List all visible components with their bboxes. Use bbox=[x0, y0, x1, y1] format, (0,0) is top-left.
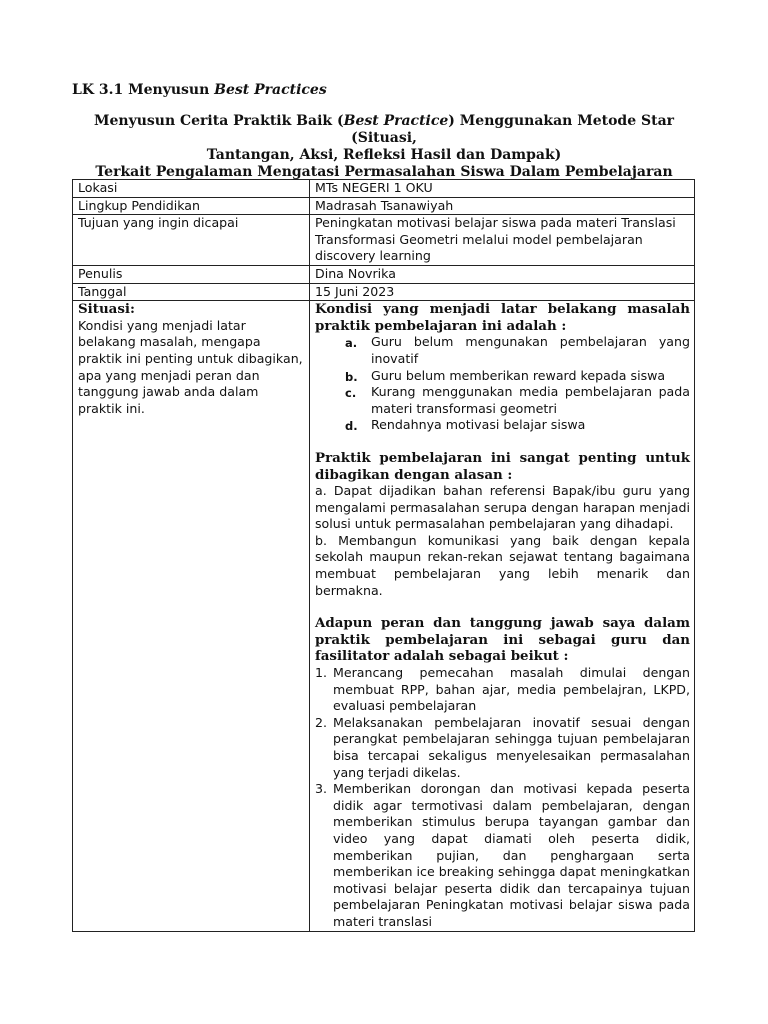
list-text: Rendahnya motivasi belajar siswa bbox=[371, 417, 586, 433]
list-item bbox=[345, 417, 690, 434]
table-row bbox=[73, 197, 695, 215]
table-row bbox=[73, 215, 695, 266]
document-heading bbox=[72, 113, 696, 181]
spacer bbox=[315, 434, 690, 450]
list-item bbox=[315, 781, 690, 930]
lk-title-italic: Best Practices bbox=[214, 82, 327, 98]
list-text: Guru belum mengunakan pembelajaran yang inovatif bbox=[371, 334, 690, 366]
heading-line-3: Terkait Pengalaman Mengatasi Permasalahan Siswa Dalam Pembelajaran bbox=[95, 164, 673, 180]
penting-item-b: b. Membangun komunikasi yang baik dengan kepala sekolah maupun rekan-rekan sejawat tentang bagaimana membuat pembelajaran yang lebih menarik dan bermakna. bbox=[315, 532, 690, 598]
lk-title bbox=[72, 82, 327, 98]
list-text: Guru belum memberikan reward kepada siswa bbox=[371, 367, 666, 383]
table-row-situasi bbox=[73, 301, 695, 931]
penting-item-a: a. Dapat dijadikan bahan referensi Bapak/ibu guru yang mengalami permasalahan serupa dengan harapan menjadi solusi untuk permasalahan pembelajaran yang dihadapi. bbox=[315, 483, 690, 532]
list-marker: b. bbox=[345, 369, 358, 384]
list-item bbox=[315, 665, 690, 715]
heading-line-2: Tantangan, Aksi, Refleksi Hasil dan Dampak) bbox=[206, 147, 562, 163]
list-marker: c. bbox=[345, 386, 357, 401]
lk-title-prefix: LK 3.1 Menyusun bbox=[72, 82, 215, 98]
heading-line-1 bbox=[72, 113, 696, 147]
situasi-label: Situasi: bbox=[78, 301, 135, 318]
value-lingkup: Madrasah Tsanawiyah bbox=[310, 197, 695, 215]
list-item bbox=[345, 367, 690, 385]
peran-list bbox=[315, 665, 690, 931]
label-lingkup: Lingkup Pendidikan bbox=[73, 197, 310, 215]
value-lokasi: MTs NEGERI 1 OKU bbox=[310, 180, 695, 198]
list-text: Merancang pemecahan masalah dimulai dengan membuat RPP, bahan ajar, media pembelajran, LKPD, evaluasi pembelajaran bbox=[333, 665, 690, 714]
list-marker: a. bbox=[345, 336, 358, 351]
list-text: Kurang menggunakan media pembelajaran pada materi transformasi geometri bbox=[371, 384, 690, 416]
list-text: Memberikan dorongan dan motivasi kepada peserta didik agar termotivasi dalam pembelajaran, dengan memberikan stimulus berupa tayangan gambar dan video yang dapat diamati oleh peserta didik, memberikan pujian, dan penghargaan serta memberikan ice breaking sehingga dapat meningkatkan motivasi belajar peserta didik dan tercapainya tujuan pembelajaran Peningkatan motivasi belajar siswa pada materi translasi bbox=[333, 781, 690, 929]
label-penulis: Penulis bbox=[73, 265, 310, 283]
list-marker: 2. bbox=[315, 714, 328, 730]
list-marker: d. bbox=[345, 419, 358, 434]
value-tujuan: Peningkatan motivasi belajar siswa pada materi Translasi Transformasi Geometri melalui model pembelajaran discovery learning bbox=[310, 215, 695, 266]
list-item bbox=[345, 334, 690, 367]
situasi-content bbox=[310, 301, 695, 931]
heading-line-1-italic: Best Practice bbox=[343, 113, 449, 129]
situasi-description: Kondisi yang menjadi latar belakang masalah, mengapa praktik ini penting untuk dibagikan, apa yang menjadi peran dan tanggung jawab anda dalam praktik ini. bbox=[78, 317, 303, 416]
best-practice-table bbox=[72, 179, 695, 932]
list-item bbox=[315, 714, 690, 781]
label-tanggal: Tanggal bbox=[73, 283, 310, 301]
kondisi-heading: Kondisi yang menjadi latar belakang masalah praktik pembelajaran ini adalah : bbox=[315, 301, 690, 334]
table-row bbox=[73, 283, 695, 301]
heading-line-1-b: ) Menggunakan Metode Star (Situasi, bbox=[351, 113, 675, 146]
table-row bbox=[73, 265, 695, 283]
label-lokasi: Lokasi bbox=[73, 180, 310, 198]
list-text: Melaksanakan pembelajaran inovatif sesuai dengan perangkat pembelajaran sehingga tujuan pembelajaran bisa tercapai sekaligus menyelesaikan permasalahan yang terjadi dikelas. bbox=[333, 714, 690, 780]
spacer bbox=[315, 599, 690, 615]
list-marker: 1. bbox=[315, 665, 328, 681]
list-marker: 3. bbox=[315, 781, 328, 797]
kondisi-list bbox=[315, 334, 690, 434]
list-item bbox=[345, 384, 690, 417]
value-penulis: Dina Novrika bbox=[310, 265, 695, 283]
situasi-cell bbox=[73, 301, 310, 931]
label-tujuan: Tujuan yang ingin dicapai bbox=[73, 215, 310, 266]
heading-line-1-a: Menyusun Cerita Praktik Baik ( bbox=[93, 113, 344, 129]
peran-heading: Adapun peran dan tanggung jawab saya dalam praktik pembelajaran ini sebagai guru dan fasilitator adalah sebagai beikut : bbox=[315, 615, 690, 665]
value-tanggal: 15 Juni 2023 bbox=[310, 283, 695, 301]
table-row bbox=[73, 180, 695, 198]
penting-heading: Praktik pembelajaran ini sangat penting untuk dibagikan dengan alasan : bbox=[315, 449, 690, 483]
